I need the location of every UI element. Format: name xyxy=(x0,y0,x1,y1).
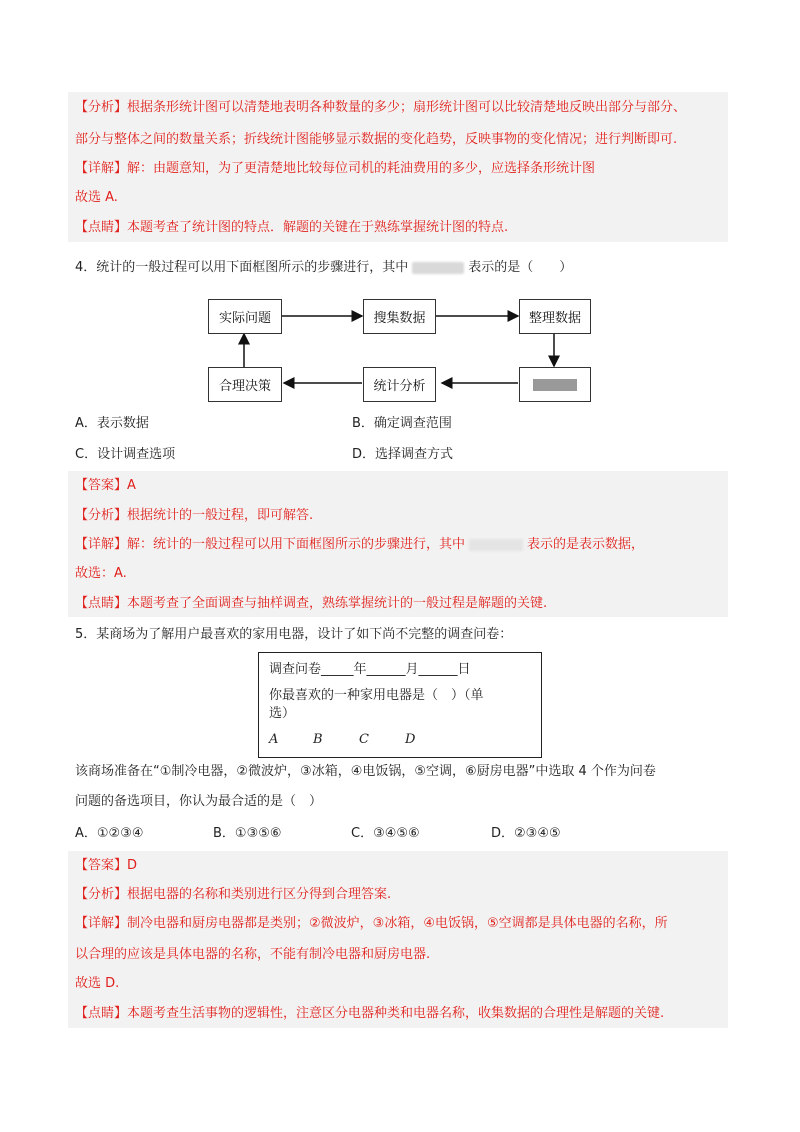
q4-detail-line1 xyxy=(75,535,725,555)
q4-option-d: D．选择调查方式 xyxy=(352,447,454,462)
survey-question-line: 你最喜欢的一种家用电器是（ ）（单 xyxy=(269,688,484,703)
q5-option-a: A．①②③④ xyxy=(75,826,144,841)
survey-date-line: 调查问卷_____年______月______日 xyxy=(269,662,471,677)
detail-text: 解：由题意知，为了更清楚地比较每位司机的耗油费用的多少，应选择条形统计图 xyxy=(127,161,596,176)
q3-analysis-line2: 部分与整体之间的数量关系；折线统计图能够显示数据的变化趋势，反映事物的变化情况；进行判断即可. xyxy=(75,132,678,147)
detail-text-after: 表示的是表示数据， xyxy=(527,537,645,552)
q4-option-a: A．表示数据 xyxy=(75,416,149,431)
q4-comment-line xyxy=(75,594,725,614)
q5-analysis-line xyxy=(75,885,725,905)
analysis-tag: 【分析】 xyxy=(75,508,128,523)
q4-detail-line2: 故选：A. xyxy=(75,566,127,581)
survey-option-a: A xyxy=(269,732,279,747)
q4-stem-after: 表示的是（ ） xyxy=(468,260,573,275)
comment-text: 本题考查了全面调查与抽样调查，熟练掌握统计的一般过程是解题的关键. xyxy=(127,596,548,611)
flow-box-reasonable-decision: 合理决策 xyxy=(208,367,282,402)
q4-stem-before: 4．统计的一般过程可以用下面框图所示的步骤进行，其中 xyxy=(75,260,409,275)
q5-text-line1: 该商场准备在“①制冷电器，②微波炉，③冰箱，④电饭锅，⑤空调，⑥厨房电器”中选取 4 个作为问卷 xyxy=(75,764,656,779)
flow-box-practical-problem: 实际问题 xyxy=(208,299,282,334)
q4-analysis-line xyxy=(75,506,725,526)
detail-text-before: 解：统计的一般过程可以用下面框图所示的步骤进行，其中 xyxy=(127,537,466,552)
answer-tag: 【答案】 xyxy=(75,858,128,873)
analysis-text: 根据统计的一般过程，即可解答. xyxy=(127,508,314,523)
q5-text-line2: 问题的备选项目，你认为最合适的是（ ） xyxy=(75,794,323,809)
q5-option-d: D．②③④⑤ xyxy=(491,826,561,841)
q5-option-b: B．①③⑤⑥ xyxy=(213,826,282,841)
redacted-image xyxy=(469,539,523,551)
q5-answer-line xyxy=(75,856,725,876)
analysis-text: 根据电器的名称和类别进行区分得到合理答案. xyxy=(127,887,392,902)
detail-tag: 【详解】 xyxy=(75,537,128,552)
q5-stem: 5．某商场为了解用户最喜欢的家用电器，设计了如下尚不完整的调查问卷： xyxy=(75,627,513,642)
comment-text: 本题考查生活事物的逻辑性，注意区分电器种类和电器名称，收集数据的合理性是解题的关键. xyxy=(127,1006,665,1021)
survey-questionnaire-box xyxy=(258,652,542,758)
analysis-tag: 【分析】 xyxy=(75,100,128,115)
q4-option-c: C．设计调查选项 xyxy=(75,447,176,462)
survey-option-b: B xyxy=(313,732,323,747)
detail-tag: 【详解】 xyxy=(75,161,128,176)
q5-detail-line1 xyxy=(75,914,725,934)
answer-value: D xyxy=(127,858,138,873)
hidden-label-fill xyxy=(533,379,577,391)
q4-answer-line xyxy=(75,476,725,496)
flowchart-arrows xyxy=(0,0,800,420)
comment-tag: 【点睛】 xyxy=(75,596,128,611)
detail-text: 制冷电器和厨房电器都是类别；②微波炉，③冰箱，④电饭锅，⑤空调都是具体电器的名称，所 xyxy=(127,916,668,931)
survey-option-c: C xyxy=(359,732,369,747)
flow-box-organize-data: 整理数据 xyxy=(519,299,591,334)
q4-option-b: B．确定调查范围 xyxy=(352,416,452,431)
analysis-tag: 【分析】 xyxy=(75,887,128,902)
comment-text: 本题考查了统计图的特点．解题的关键在于熟练掌握统计图的特点. xyxy=(127,220,509,235)
q5-comment-line xyxy=(75,1004,725,1024)
q3-detail-line2: 故选 A. xyxy=(75,190,118,205)
survey-question-line2: 选） xyxy=(269,706,296,721)
q5-detail-line2: 以合理的应该是具体电器的名称，不能有制冷电器和厨房电器. xyxy=(75,947,431,962)
q5-option-c: C．③④⑤⑥ xyxy=(351,826,420,841)
flow-box-hidden xyxy=(519,367,591,402)
answer-tag: 【答案】 xyxy=(75,478,128,493)
survey-option-d: D xyxy=(405,732,416,747)
answer-value: A xyxy=(127,478,136,493)
q5-detail-line3: 故选 D. xyxy=(75,976,120,991)
detail-tag: 【详解】 xyxy=(75,916,128,931)
q5-solution-block xyxy=(68,851,728,1028)
comment-tag: 【点睛】 xyxy=(75,220,128,235)
comment-tag: 【点睛】 xyxy=(75,1006,128,1021)
flow-box-collect-data: 搜集数据 xyxy=(363,299,436,334)
flow-box-statistical-analysis: 统计分析 xyxy=(363,367,436,402)
analysis-text: 根据条形统计图可以清楚地表明各种数量的多少；扇形统计图可以比较清楚地反映出部分与部分、 xyxy=(127,100,687,115)
